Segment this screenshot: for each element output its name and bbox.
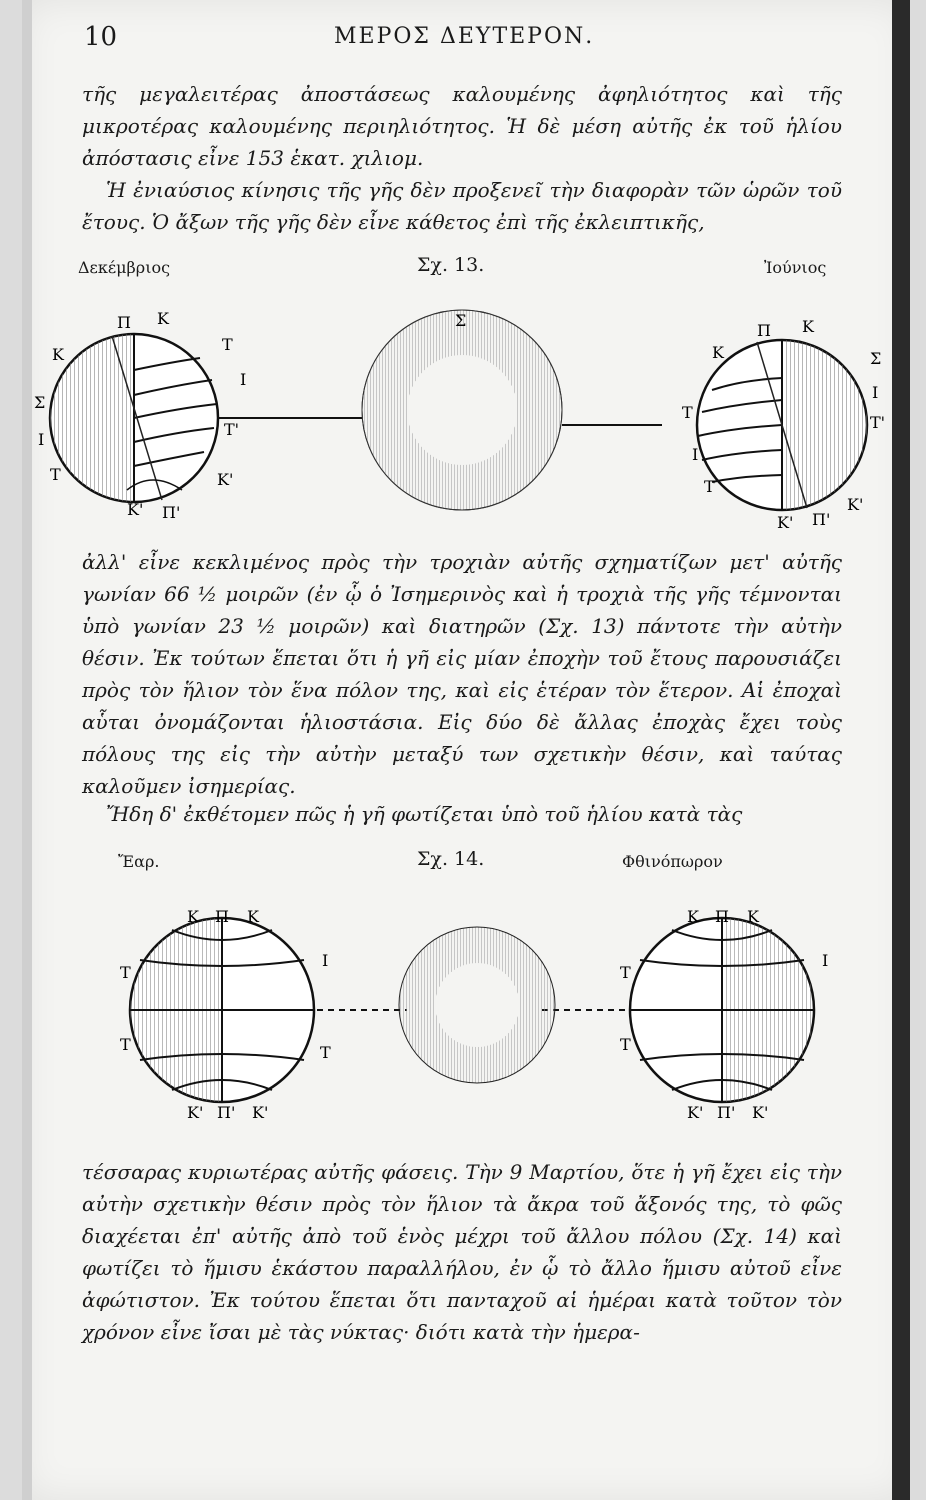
svg-text:Τ: Τ: [120, 1035, 131, 1054]
svg-text:Τ: Τ: [50, 465, 61, 484]
svg-text:Κ': Κ': [252, 1103, 269, 1122]
fig13-left-letter: Π: [117, 313, 131, 332]
svg-text:Τ': Τ': [224, 420, 240, 439]
svg-text:Ι: Ι: [240, 370, 247, 389]
fig13-right-label: Ἰούνιος: [764, 258, 827, 277]
svg-text:Π: Π: [215, 907, 229, 926]
svg-text:Κ': Κ': [777, 513, 794, 532]
paragraph-1: τῆς μεγαλειτέρας ἀποστάσεως καλουμένης ἀφηλιότητος καὶ τῆς μικροτέρας καλουμένης περιηλιότητος. Ἡ δὲ μέση αὐτῆς ἐκ τοῦ ἡλίου ἀπόστασις εἶνε 153 ἑκατ. χιλιομ.: [82, 82, 842, 170]
svg-text:Τ: Τ: [320, 1043, 331, 1062]
svg-text:Κ: Κ: [247, 907, 259, 926]
svg-text:Κ: Κ: [712, 343, 724, 362]
figure-14-diagram: [22, 900, 910, 1130]
svg-text:Κ: Κ: [157, 309, 169, 328]
fig13-sun: [362, 310, 562, 510]
svg-text:Π': Π': [717, 1103, 736, 1122]
svg-text:Κ': Κ': [752, 1103, 769, 1122]
fig13-left-label: Δεκέμβριος: [78, 258, 171, 277]
svg-text:Π': Π': [217, 1103, 236, 1122]
paragraph-2: Ἡ ἐνιαύσιος κίνησις τῆς γῆς δὲν προξενεῖ τὴν διαφορὰν τῶν ὡρῶν τοῦ ἔτους. Ὁ ἄξων τῆς γῆς δὲν εἶνε κάθετος ἐπὶ τῆς ἐκλειπτικῆς,: [82, 178, 842, 234]
svg-text:Κ: Κ: [802, 317, 814, 336]
svg-text:Σ: Σ: [870, 349, 882, 368]
svg-text:Π': Π': [162, 503, 181, 522]
svg-text:Π': Π': [812, 510, 831, 529]
paragraph-5: τέσσαρας κυριωτέρας αὐτῆς φάσεις. Τὴν 9 Μαρτίου, ὅτε ἡ γῆ ἔχει εἰς τὴν αὐτὴν σχετικὴν θέσιν πρὸς τὸν ἥλιον τὰ ἄκρα τοῦ ἄξονός της, τὸ φῶς διαχέεται ἐπ' αὐτῆς ἀπὸ τοῦ ἑνὸς μέχρι τοῦ ἄλλου πόλου (Σχ. 14) καὶ φωτίζει τὸ ἥμισυ ἑκάστου παραλλήλου, ἐν ᾧ τὸ ἄλλο ἥμισυ αὐτοῦ εἶνε ἀφώτιστον. Ἐκ τούτου ἕπεται ὅτι πανταχοῦ αἱ ἡμέραι κατὰ τοῦτον τὸν χρόνον εἶνε ἴσαι μὲ τὰς νύκτας· διότι κατὰ τὴν ἡμερα-: [82, 1160, 842, 1344]
fig13-right-globe: [697, 340, 867, 510]
svg-text:Ι: Ι: [692, 445, 699, 464]
fig13-caption: Σχ. 13.: [417, 254, 485, 276]
svg-text:Κ': Κ': [687, 1103, 704, 1122]
fig13-sun-mark: Σ: [455, 311, 467, 330]
svg-text:Κ': Κ': [847, 495, 864, 514]
paragraph-3: ἀλλ' εἶνε κεκλιμένος πρὸς τὴν τροχιὰν αὐτῆς σχηματίζων μετ' αὐτῆς γωνίαν 66 ½ μοιρῶν (ἐν ᾧ ὁ Ἰσημερινὸς καὶ ἡ τροχιὰ τῆς γῆς τέμνονται ὑπὸ γωνίαν 23 ½ μοιρῶν) καὶ διατηρῶν (Σχ. 13) πάντοτε τὴν αὐτὴν θέσιν. Ἐκ τούτων ἕπεται ὅτι ἡ γῆ εἰς μίαν ἐποχὴν τοῦ ἔτους παρουσιάζει πρὸς τὸν ἥλιον τὸν ἕνα πόλον της, καὶ εἰς ἑτέραν τὸν ἕτερον. Αἱ ἐποχαὶ αὗται ὀνομάζονται ἡλιοστάσια. Εἰς δύο δὲ ἄλλας ἐποχὰς ἔχει τοὺς πόλους της εἰς τὴν αὐτὴν μεταξύ των σχετικὴν θέσιν, καὶ ταύτας καλοῦμεν ἰσημερίας.: [82, 550, 842, 798]
fig14-sun: [399, 927, 555, 1083]
page-right-shadow: [892, 0, 910, 1500]
svg-text:Ι: Ι: [872, 383, 879, 402]
svg-text:Ι: Ι: [822, 951, 829, 970]
book-page: [22, 0, 910, 1500]
fig14-right-globe: [630, 918, 814, 1102]
fig14-caption: Σχ. 14.: [417, 848, 485, 870]
svg-text:Π: Π: [715, 907, 729, 926]
figure-13-diagram: [22, 300, 910, 540]
svg-text:Τ: Τ: [682, 403, 693, 422]
svg-text:Κ: Κ: [687, 907, 699, 926]
svg-text:Κ': Κ': [127, 500, 144, 519]
svg-text:Ι: Ι: [38, 430, 45, 449]
svg-text:Σ: Σ: [34, 393, 46, 412]
paragraph-4: Ἤδη δ' ἐκθέτομεν πῶς ἡ γῆ φωτίζεται ὑπὸ τοῦ ἡλίου κατὰ τὰς: [106, 802, 743, 826]
page-number: 10: [84, 22, 118, 52]
svg-text:Τ: Τ: [120, 963, 131, 982]
svg-text:Π: Π: [757, 321, 771, 340]
svg-text:Τ: Τ: [620, 1035, 631, 1054]
svg-text:Κ: Κ: [187, 907, 199, 926]
svg-text:Τ: Τ: [704, 477, 715, 496]
svg-text:Τ: Τ: [620, 963, 631, 982]
page-left-margin: [22, 0, 32, 1500]
running-title: ΜΕΡΟΣ ΔΕΥΤΕΡΟΝ.: [334, 24, 595, 49]
svg-text:Τ': Τ': [870, 413, 886, 432]
svg-text:Τ: Τ: [222, 335, 233, 354]
fig14-left-globe: [130, 918, 314, 1102]
fig14-right-label: Φθινόπωρον: [622, 852, 723, 871]
fig14-left-label: Ἔαρ.: [118, 852, 160, 871]
svg-text:Ι: Ι: [322, 951, 329, 970]
page-header: [84, 22, 844, 58]
svg-text:Κ': Κ': [217, 470, 234, 489]
fig13-left-globe: [50, 334, 218, 502]
svg-text:Κ: Κ: [52, 345, 64, 364]
svg-text:Κ: Κ: [747, 907, 759, 926]
svg-text:Κ': Κ': [187, 1103, 204, 1122]
